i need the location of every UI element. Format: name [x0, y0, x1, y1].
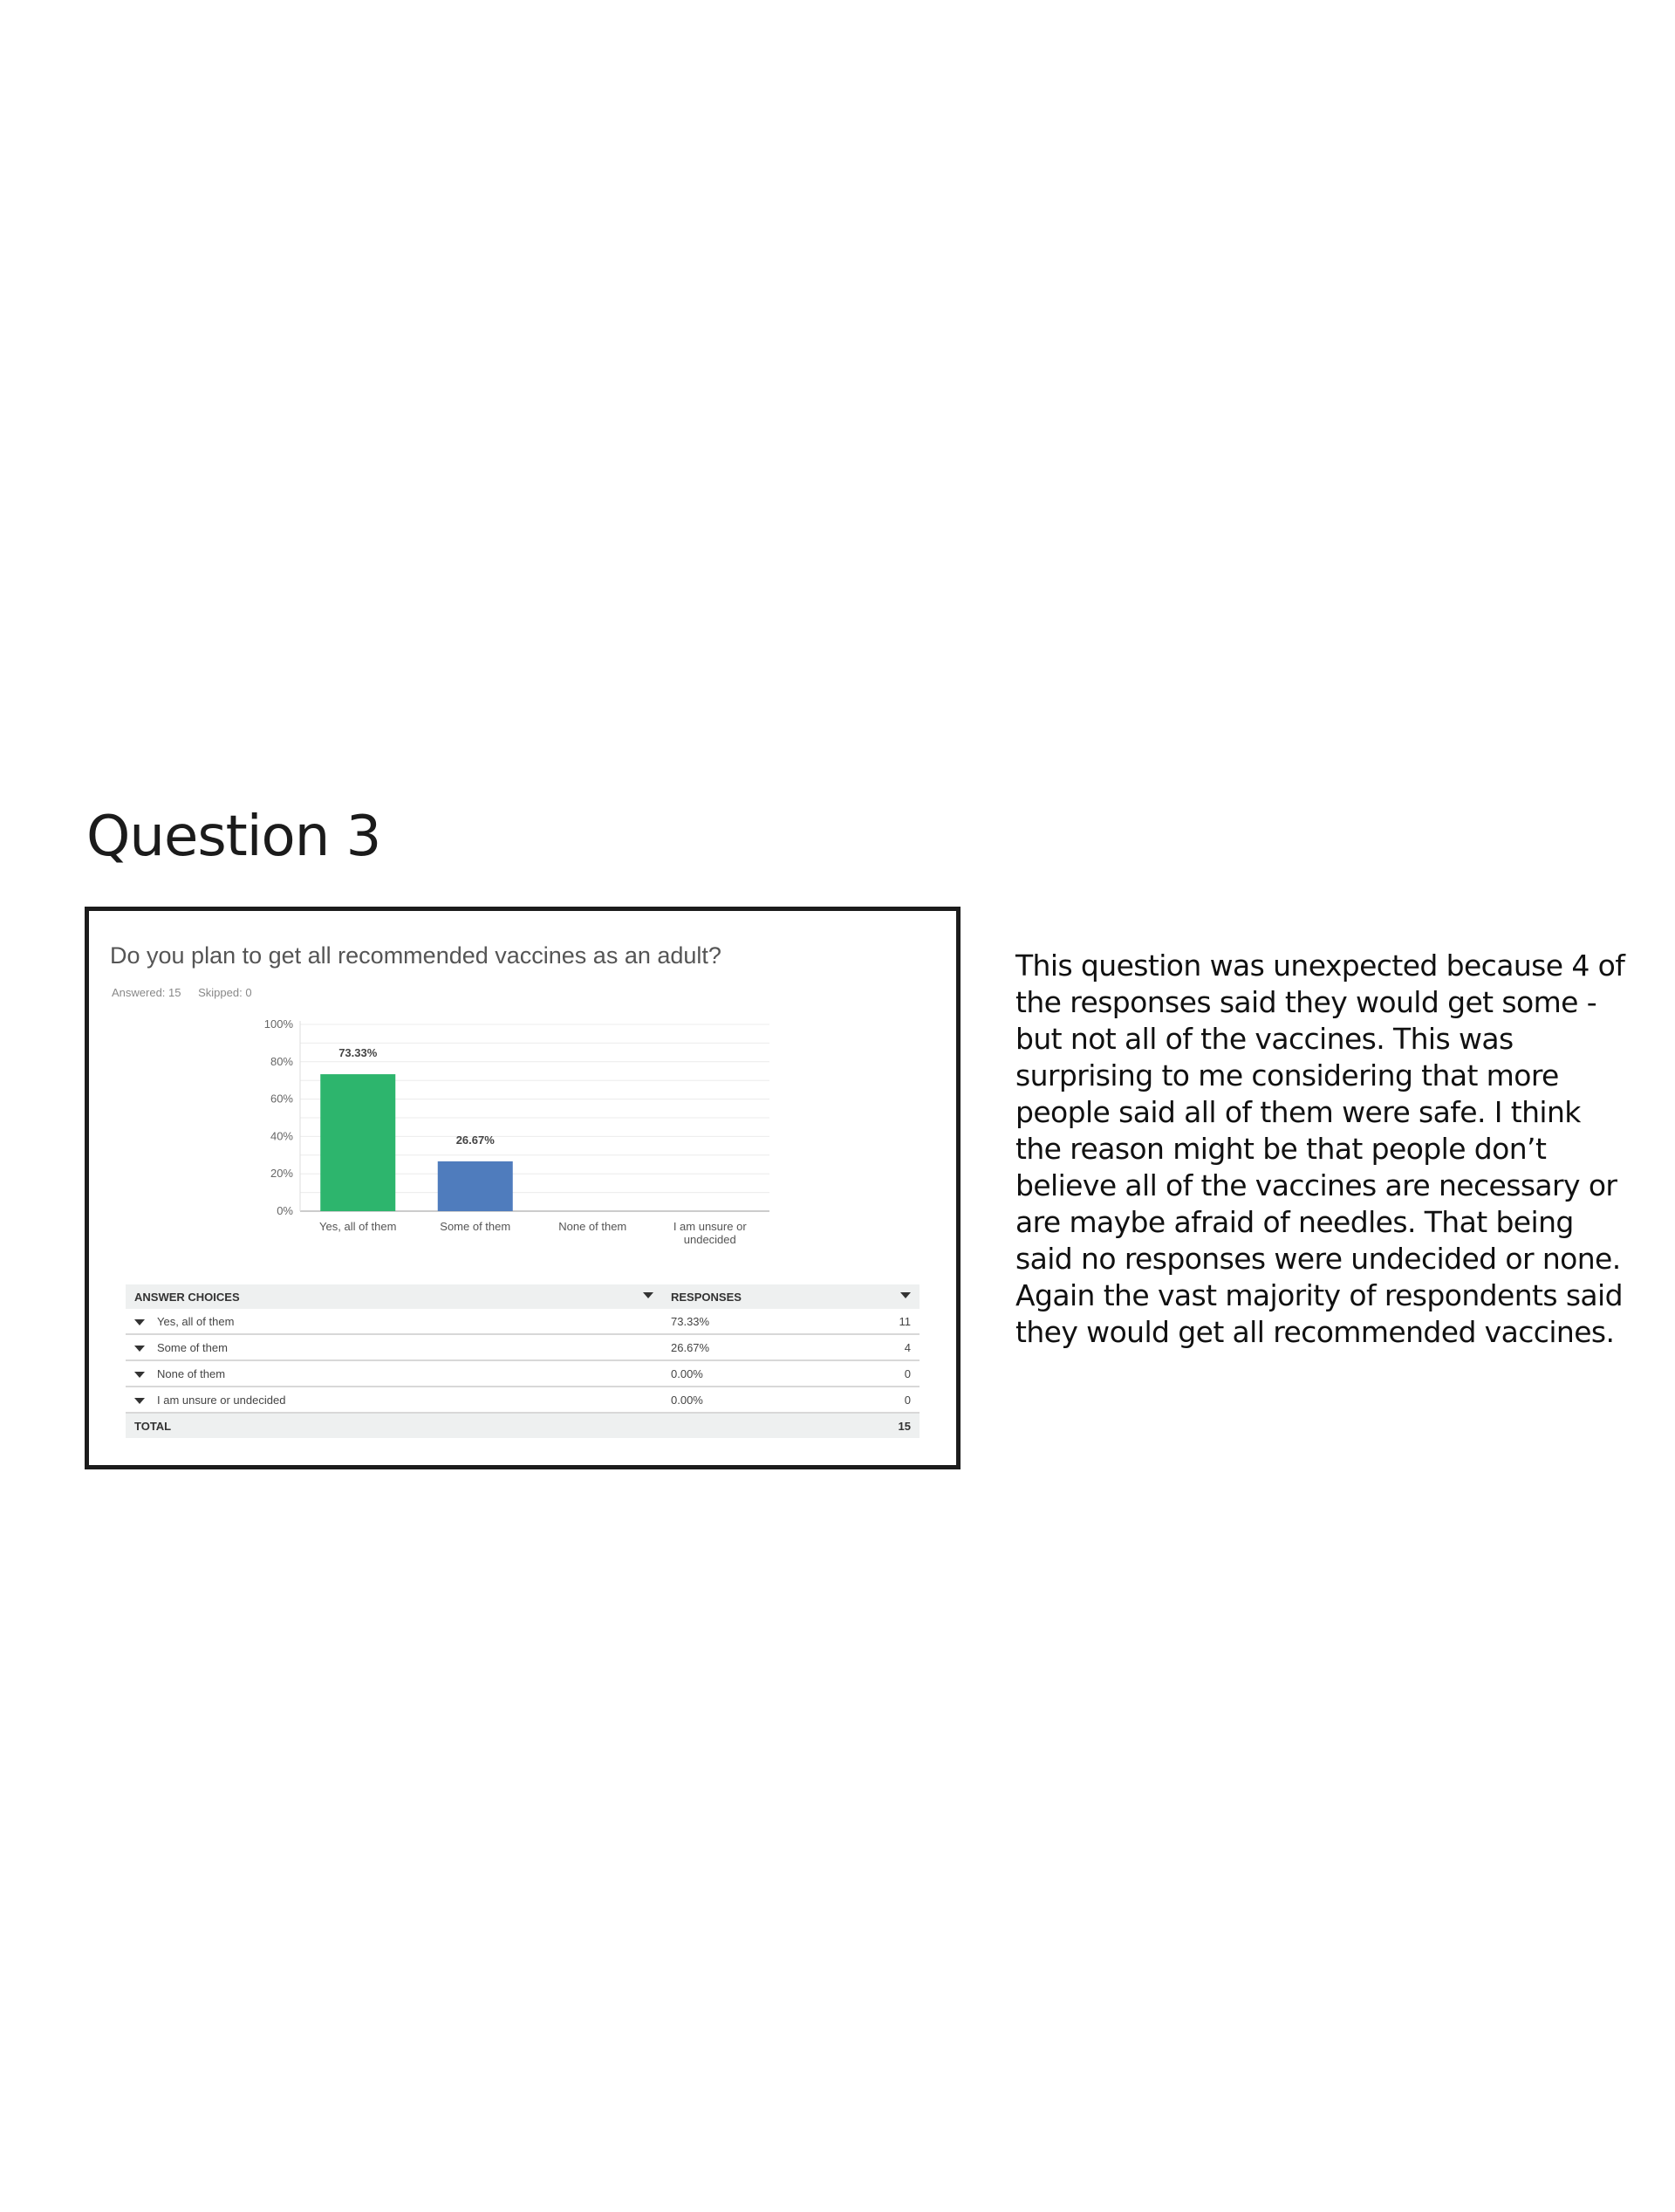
survey-result-card — [85, 907, 961, 1469]
category-label: I am unsure or undecided — [673, 1220, 747, 1246]
sort-caret-icon[interactable] — [900, 1292, 911, 1298]
total-count: 15 — [830, 1413, 920, 1438]
percent-cell: 26.67% — [662, 1334, 830, 1360]
y-tick-label: 60% — [270, 1092, 293, 1106]
count-cell: 0 — [830, 1360, 920, 1387]
responses-table — [126, 1284, 920, 1438]
question-title: Do you plan to get all recommended vaccines as an adult? — [110, 942, 721, 969]
data-label: 73.33% — [338, 1046, 378, 1060]
count-cell: 4 — [830, 1334, 920, 1360]
category-label: Yes, all of them — [319, 1220, 397, 1233]
percent-cell: 73.33% — [662, 1309, 830, 1334]
table-row — [126, 1360, 920, 1387]
percent-cell: 0.00% — [662, 1387, 830, 1413]
table-header-row — [126, 1284, 920, 1309]
y-tick-label: 20% — [270, 1167, 293, 1181]
table-row — [126, 1387, 920, 1413]
skipped-count: Skipped: 0 — [198, 986, 252, 999]
count-cell: 0 — [830, 1387, 920, 1413]
y-tick-label: 80% — [270, 1054, 293, 1068]
table-row — [126, 1309, 920, 1334]
choice-label: None of them — [157, 1366, 226, 1380]
bar-chart — [89, 911, 956, 1277]
expand-caret-icon[interactable] — [134, 1319, 145, 1325]
answer-choices-header[interactable]: ANSWER CHOICES — [126, 1284, 662, 1309]
table-total-row — [126, 1413, 920, 1438]
choice-label: I am unsure or undecided — [157, 1393, 286, 1407]
responses-header[interactable]: RESPONSES — [662, 1284, 920, 1309]
y-axis-ticks — [264, 1017, 294, 1217]
expand-caret-icon[interactable] — [134, 1346, 145, 1352]
commentary-text: This question was unexpected because 4 of the responses said they would get some - but not all of the vaccines. This was surprising to me considering that more people said all of them were safe. I think the reason might be that people don’t believe all of the vaccines are necessary or are maybe afraid of needles. That being said no responses were undecided or none. Again the vast majority of respondents said they would get all recommended vaccines. — [1015, 948, 1625, 1349]
choice-label: Some of them — [157, 1340, 228, 1354]
y-tick-label: 100% — [263, 1017, 293, 1031]
answered-count: Answered: 15 — [112, 986, 181, 999]
y-tick-label: 40% — [270, 1129, 293, 1143]
percent-cell: 0.00% — [662, 1360, 830, 1387]
sort-caret-icon[interactable] — [643, 1292, 653, 1298]
table-row — [126, 1334, 920, 1360]
data-label: 26.67% — [455, 1133, 495, 1147]
expand-caret-icon[interactable] — [134, 1372, 145, 1378]
choice-label: Yes, all of them — [157, 1314, 235, 1328]
x-axis-categories — [319, 1220, 747, 1246]
category-label: None of them — [558, 1220, 627, 1233]
count-cell: 11 — [830, 1309, 920, 1334]
bar — [320, 1074, 395, 1211]
category-label: Some of them — [440, 1220, 511, 1233]
y-tick-label: 0% — [277, 1204, 293, 1217]
page-heading: Question 3 — [86, 805, 381, 869]
expand-caret-icon[interactable] — [134, 1398, 145, 1404]
bar — [438, 1161, 513, 1211]
total-label: TOTAL — [126, 1413, 830, 1438]
